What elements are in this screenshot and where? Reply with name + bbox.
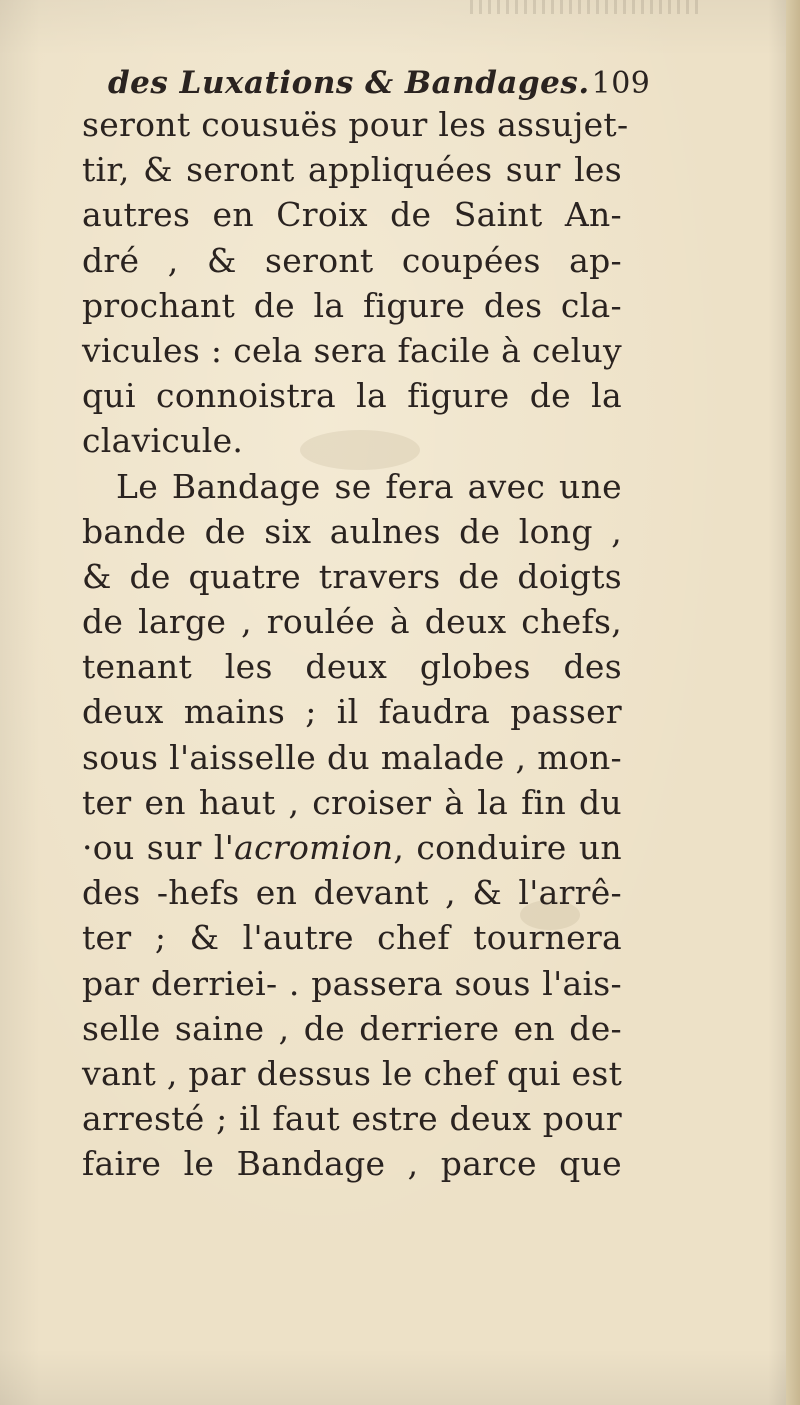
- text-line: ter en haut , croiser à la fin du: [82, 782, 622, 822]
- text-line: deux mains ; il faudra passer: [82, 692, 622, 732]
- body-text: [82, 102, 629, 1187]
- paragraph-end-line: clavicule.: [82, 421, 244, 461]
- text-line: prochant de la figure des cla-: [82, 285, 622, 325]
- text-line: de large , roulée à deux chefs,: [82, 602, 622, 642]
- text-line: ter ; & l'autre chef tournera: [82, 918, 622, 958]
- paragraph-start-line: Le Bandage se fera avec une: [116, 466, 622, 506]
- text-line: seront cousuës pour les assujet-: [82, 105, 629, 144]
- text-line: vicules : cela sera facile à celuy: [82, 330, 622, 370]
- text-line: selle saine , de derriere en de-: [82, 1008, 622, 1048]
- text-line: par derriei- . passera sous l'ais-: [82, 963, 622, 1003]
- text-line: dré , & seront coupées ap-: [82, 240, 622, 280]
- page-number: 109: [591, 66, 651, 101]
- bleed-through-marks: [470, 0, 700, 14]
- text-line: tenant les deux globes des: [82, 647, 622, 687]
- text-line: & de quatre travers de doigts: [82, 556, 622, 596]
- page-edge: [786, 0, 800, 1405]
- text-line: faire le Bandage , parce que: [82, 1144, 622, 1184]
- text-line: autres en Croix de Saint An-: [82, 195, 622, 235]
- text-segment: ·ou sur l': [82, 828, 235, 867]
- text-line: vant , par dessus le chef qui est: [82, 1053, 623, 1093]
- text-line-with-italic: [82, 825, 622, 870]
- running-title: des Luxations & Bandages.: [108, 65, 590, 101]
- italic-term: acromion: [234, 828, 394, 867]
- text-line: bande de six aulnes de long ,: [82, 511, 622, 551]
- text-segment: , conduire un: [393, 828, 622, 867]
- text-line: tir, & seront appliquées sur les: [82, 150, 622, 190]
- text-line: des -hefs en devant , & l'arrê-: [82, 873, 622, 913]
- text-line: arresté ; il faut estre deux pour: [82, 1099, 622, 1139]
- text-line: sous l'aisselle du malade , mon-: [82, 737, 622, 777]
- text-line: qui connoistra la figure de la: [82, 376, 622, 416]
- running-header: [108, 60, 651, 106]
